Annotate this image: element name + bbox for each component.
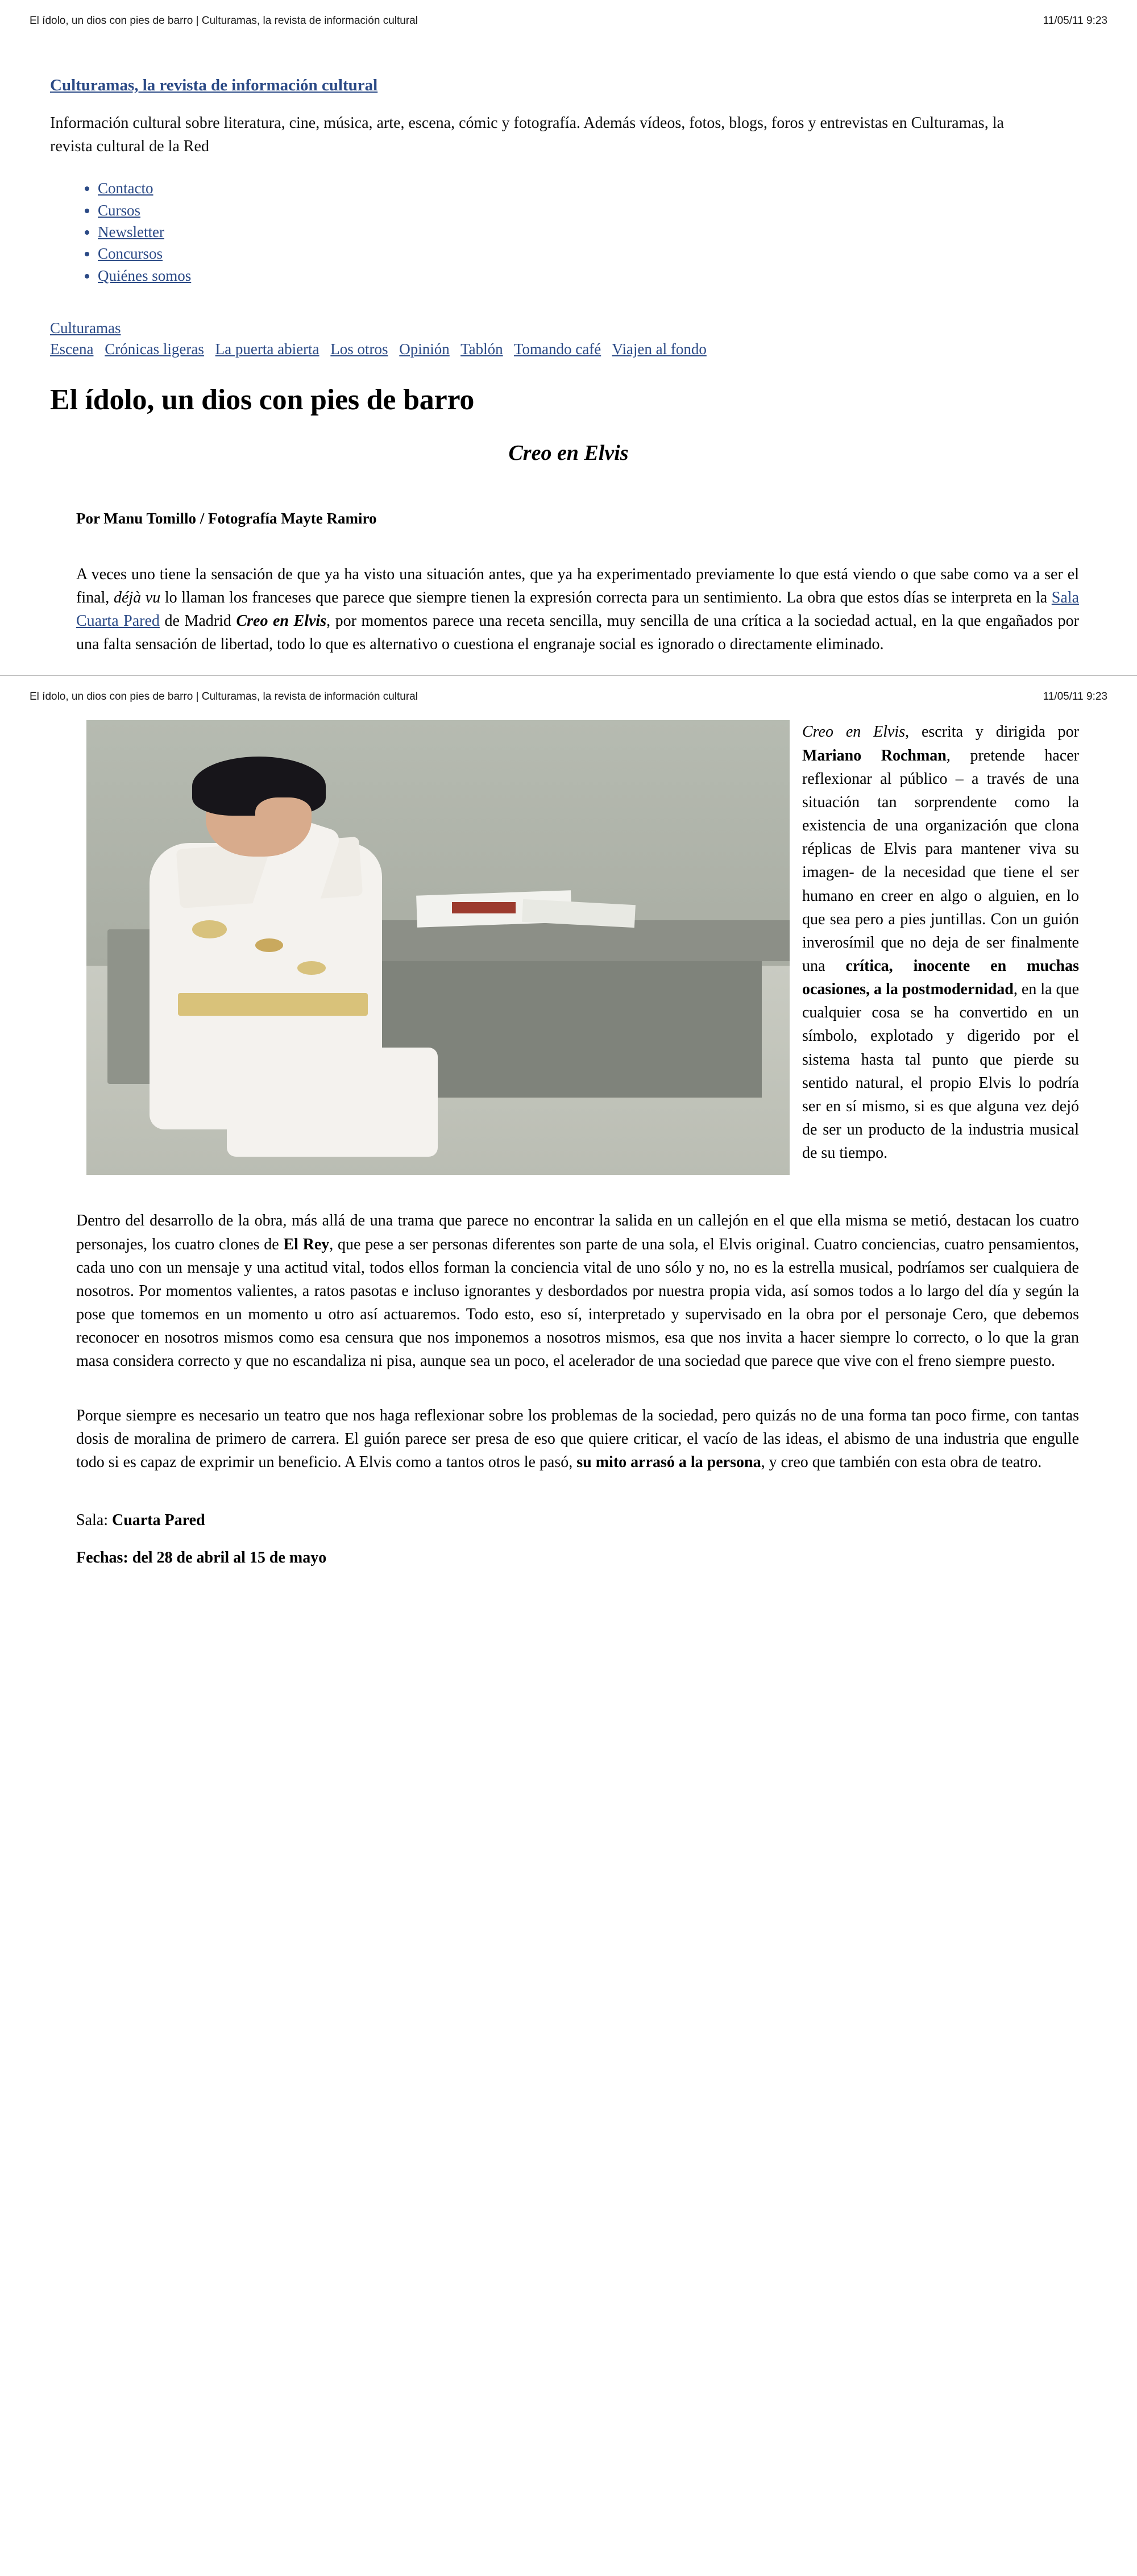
article-lead-paragraph: [35, 563, 1102, 657]
wrap-work-title: Creo en Elvis: [802, 723, 906, 741]
par3-emphasis-mito: su mito arrasó a la persona: [576, 1453, 761, 1471]
photo-red-book: [452, 902, 515, 913]
wrap-text-1: , escrita y dirigida por: [905, 723, 1079, 741]
nav-item-label[interactable]: Contacto: [98, 180, 153, 197]
nav-item-quienes-somos[interactable]: [98, 265, 1102, 286]
article-photo-block: [35, 720, 1102, 1178]
wrap-text-3: , en la que cualquier cosa se ha convertido en un símbolo, explotado y digerido por el sistema hasta tal punto que pierde su sentido natural, el propio Elvis lo podría ser en sí mismo, si es que alguna vez dejó de ser un producto de la industria musical de su tiempo.: [802, 980, 1079, 1162]
nav-item-newsletter[interactable]: [98, 221, 1102, 243]
credit-fechas: [76, 1549, 1102, 1567]
nav-item-contacto[interactable]: [98, 177, 1102, 199]
section-link-viajen-al-fondo[interactable]: Viajen al fondo: [612, 340, 707, 358]
article-byline: Por Manu Tomillo / Fotografía Mayte Ramiro: [76, 509, 377, 527]
photo-elvis-belt: [178, 993, 368, 1016]
running-header-title: El ídolo, un dios con pies de barro | Culturamas, la revista de información cultural: [30, 691, 418, 703]
lead-text-4: , por momentos parece una receta sencilla, muy sencilla de una crítica a la sociedad actual, en la que engañados por una falta sensación de libertad, todo lo que es alternativo o cuestiona el engranaje social es ignorado o directamente eliminado.: [76, 612, 1080, 654]
section-link-la-puerta-abierta[interactable]: La puerta abierta: [215, 340, 319, 358]
lead-text-1: A veces uno tiene la sensación de que ya ha visto una situación antes, que ya ha experimentado previamente lo que está viendo o que sabe como va a ser el final,: [76, 565, 1079, 606]
lead-text-2: lo llaman los franceses que parece que siempre tienen la expresión correcta para un sentimiento. La obra que estos días se interpreta en la: [160, 588, 1052, 606]
section-link-escena[interactable]: Escena: [50, 340, 94, 358]
director-name: Mariano Rochman: [802, 746, 947, 765]
article-credits: [35, 1511, 1102, 1567]
nav-item-label[interactable]: Quiénes somos: [98, 267, 192, 284]
nav-item-concursos[interactable]: [98, 243, 1102, 264]
par2-emphasis-el-rey: El Rey: [283, 1235, 330, 1253]
lead-dejavu: déjà vu: [113, 588, 161, 606]
brand-line: [35, 319, 1102, 337]
section-nav: [35, 340, 1102, 358]
credit-sala-label: Sala:: [76, 1511, 112, 1530]
page-1-content: [0, 76, 1137, 656]
running-header-timestamp: 11/05/11 9:23: [1043, 15, 1107, 27]
credit-sala-value: Cuarta Pared: [112, 1511, 205, 1530]
lead-work-title: Creo en Elvis: [236, 612, 327, 630]
article-paragraph-2: [35, 1209, 1102, 1373]
nav-item-label[interactable]: Newsletter: [98, 223, 164, 240]
photo-table-top: [318, 920, 790, 961]
par3-text-2: , y creo que también con esta obra de teatro.: [761, 1453, 1042, 1471]
photo-elvis-legs: [227, 1048, 438, 1157]
running-header-page-1: [0, 0, 1137, 27]
wrap-emphasis-critica: crítica, inocente en muchas ocasiones, a la postmodernidad: [802, 957, 1079, 999]
par2-text-1: Dentro del desarrollo de la obra, más allá de una trama que parece no encontrar la salida en un callejón en el que ella misma se metió, destacan los cuatro personajes, los cuatro clones de: [76, 1212, 1079, 1253]
site-title-link[interactable]: Culturamas, la revista de información cultural: [50, 76, 378, 94]
section-link-tablon[interactable]: Tablón: [460, 340, 503, 358]
article-photo: [86, 720, 790, 1175]
section-link-cronicas-ligeras[interactable]: Crónicas ligeras: [105, 340, 204, 358]
nav-item-label[interactable]: Cursos: [98, 201, 141, 219]
par2-text-2: , que pese a ser personas diferentes son parte de una sola, el Elvis original. Cuatro conciencias, cuatro pensamientos, cada uno con un mensaje y una actitud vital, todos ellos forman la conciencia vital de uno sólo y no, no es la estrella musical, podríamos ser cualquiera de nosotros. Por momentos valientes, a ratos pasotas e incluso ignorantes y desbordados por nuestra propia vida, así somos todos a lo largo del día y según la pose que tomemos en un momento u otro así actuaremos. Todo esto, eso sí, interpretado y supervisado en la obra por el personaje Cero, que debemos reconocer en nosotros mismos como esa censura que nos imponemos a nosotros mismos, esa que nos invita a hacer siempre lo correcto, o lo que la gran masa considera correcto y que no escandaliza ni pisa, aunque sea un poco, el acelerador de una sociedad que parece que vive con el freno siempre puesto.: [76, 1235, 1079, 1370]
section-link-tomando-cafe[interactable]: Tomando café: [513, 340, 601, 358]
credit-fechas-label: Fechas:: [76, 1549, 132, 1567]
page-2-content: [0, 720, 1137, 1567]
lead-text-3: de Madrid: [159, 612, 236, 630]
wrap-text-2: , pretende hacer reflexionar al público – a través de una situación tan sorprendente como la existencia de una organización que clona réplicas de Elvis para mantener viva su imagen- de la necesidad que tiene el ser humano en creer en algo o alguien, en lo que sea pero a pies juntillas. Con un guión inverosímil que no deja de ser finalmente una: [802, 746, 1079, 975]
site-nav-list: [35, 177, 1102, 286]
credit-sala: [76, 1511, 1102, 1530]
section-link-los-otros[interactable]: Los otros: [330, 340, 388, 358]
page-title: El ídolo, un dios con pies de barro: [50, 383, 475, 416]
nav-item-cursos[interactable]: [98, 200, 1102, 221]
nav-item-label[interactable]: Concursos: [98, 245, 163, 263]
article-paragraph-3: [35, 1404, 1102, 1474]
running-header-title: El ídolo, un dios con pies de barro | Culturamas, la revista de información cultural: [30, 15, 418, 27]
running-header-page-2: [0, 676, 1137, 703]
sala-cuarta-pared-link[interactable]: Sala Cuarta Pared: [76, 588, 1080, 630]
section-link-opinion[interactable]: Opinión: [399, 340, 450, 358]
running-header-timestamp: 11/05/11 9:23: [1043, 691, 1107, 703]
brand-link[interactable]: Culturamas: [50, 319, 121, 336]
site-description: Información cultural sobre literatura, cine, música, arte, escena, cómic y fotografía. Además vídeos, fotos, blogs, foros y entrevistas en Culturamas, la revista cultural de la Red: [50, 114, 1004, 155]
par3-text-1: Porque siempre es necesario un teatro que nos haga reflexionar sobre los problemas de la sociedad, pero quizás no de una forma tan poco firme, con tantas dosis de moralina de primero de carrera. El guión parece ser presa de eso que quiere criticar, el vacío de las ideas, el abismo de una industria que engulle todo si es capaz de exprimir un beneficio. A Elvis como a tantos otros le pasó,: [76, 1406, 1079, 1471]
credit-fechas-value: del 28 de abril al 15 de mayo: [132, 1549, 327, 1567]
article-subtitle: Creo en Elvis: [508, 441, 629, 465]
photo-elvis-hand: [255, 797, 312, 834]
